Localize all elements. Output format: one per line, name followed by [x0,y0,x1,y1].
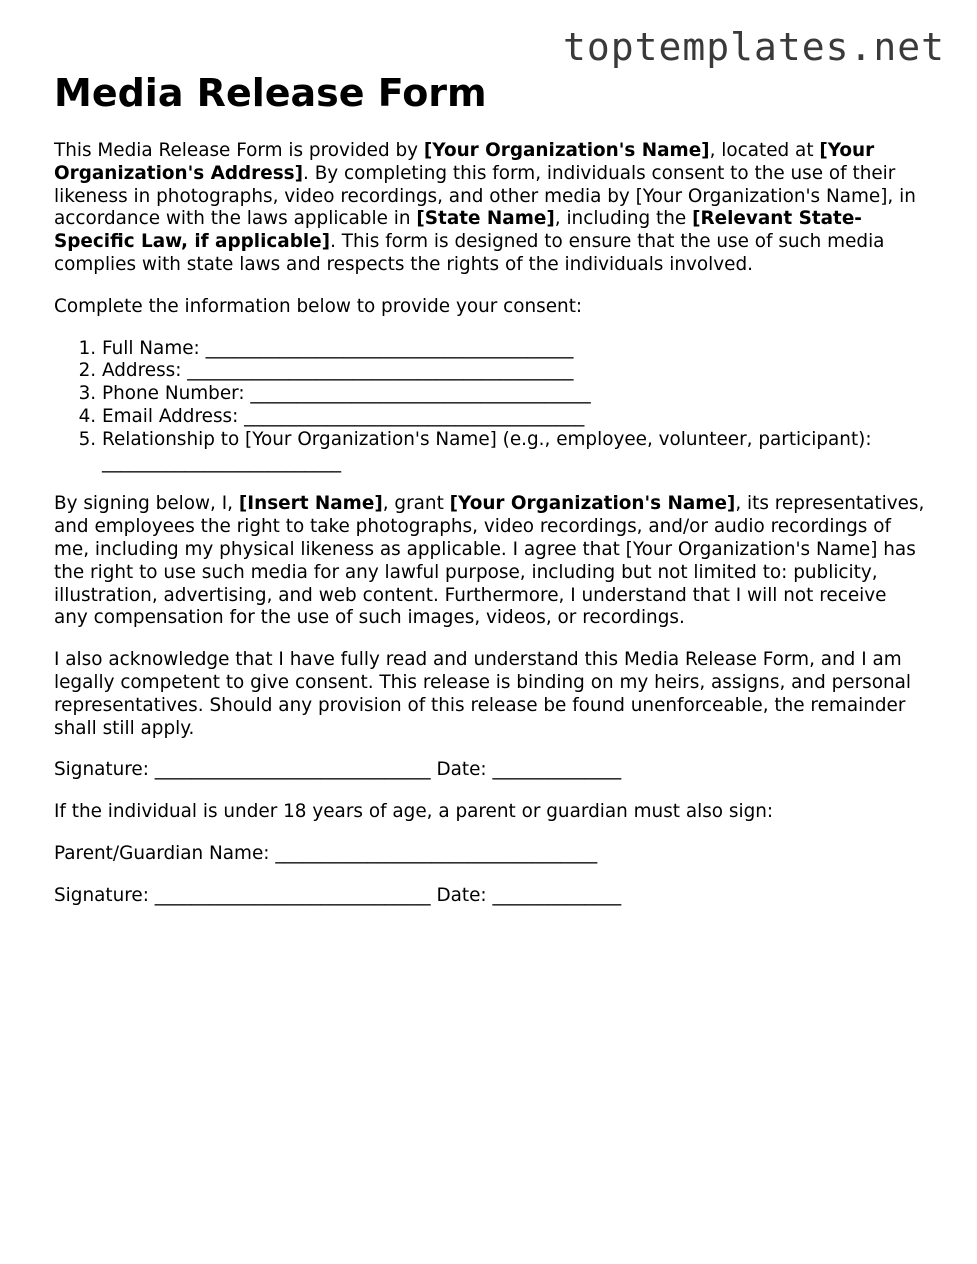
field-relationship: 5. Relationship to [Your Organization's Name] (e.g., employee, volunteer, participant): __________________________ [102,429,926,475]
signature-date-line: Signature: ______________________________ Date: ______________ [54,759,622,781]
intro-text-2: , located at [709,140,820,161]
consent-text-1: By signing below, I, [54,493,239,515]
intro-text-4: , including the [554,208,693,230]
field-email-address: 4. Email Address: _____________________________________ [102,406,926,429]
consent-text-3: , its representatives, and employees the right to take photographs, video recordings, and/or audio recordings of me, including my physical likeness as applicable. I agree that [Your Organization's Name] has the right to use such media for any lawful purpose, including but not limited to: publicity, illustration, advertising, and web content. Furthermore, I understand that I will not receive any compensation for the use of such images, videos, or recordings. [54,493,925,629]
intro-state-name: [State Name] [416,208,555,230]
intro-text-1: This Media Release Form is provided by [54,140,424,161]
consent-insert-name: [Insert Name] [238,493,383,515]
intro-text-3: . By completing this form, individuals consent to the use of their likeness in photographs, video recordings, and other media by [Your Organization's Name], in accordance with the laws applicable in [54,162,916,230]
intro-org-name: [Your Organization's Name] [423,140,710,161]
info-fields-list [54,338,926,475]
field-phone-number: 3. Phone Number: _____________________________________ [102,383,926,406]
page-title: Media Release Form [54,71,487,115]
guardian-signature-date-line: Signature: ______________________________ Date: ______________ [54,884,622,906]
intro-paragraph [54,140,926,277]
acknowledgement-paragraph: I also acknowledge that I have fully read and understand this Media Release Form, and I am legally competent to give consent. This release is binding on my heirs, assigns, and personal representatives. Should any provision of this release be found unenforceable, the remainder shall still apply. [54,649,912,739]
intro-state-law: [Relevant State-Specific Law, if applicable] [54,208,862,253]
watermark: toptemplates.net [562,25,945,69]
field-address: 2. Address: __________________________________________ [102,360,926,383]
consent-text-2: , grant [382,493,450,515]
guardian-name-line: Parent/Guardian Name: ___________________________________ [54,842,598,864]
intro-text-5: . This form is designed to ensure that the use of such media complies with state laws and respects the rights of the individuals involved. [54,231,885,275]
document-page [54,70,926,908]
field-full-name: 1. Full Name: ________________________________________ [102,338,926,361]
consent-org-name: [Your Organization's Name] [449,493,736,515]
intro-org-address: [Your Organization's Address] [54,140,875,184]
minor-notice: If the individual is under 18 years of age, a parent or guardian must also sign: [54,801,774,823]
complete-prompt: Complete the information below to provide your consent: [54,295,583,317]
consent-paragraph [54,493,926,630]
